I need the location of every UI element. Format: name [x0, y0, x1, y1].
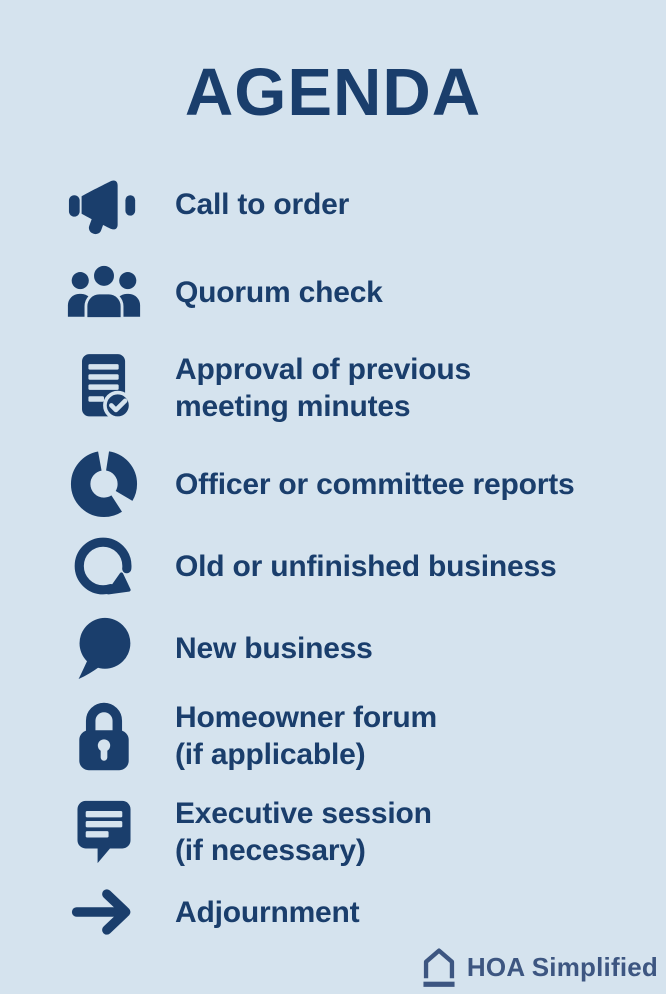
brand-logo [420, 946, 658, 988]
document-check-icon [66, 350, 142, 426]
agenda-item-old-business [0, 530, 666, 602]
agenda-item-label: Officer or committee reports [175, 467, 575, 501]
people-group-icon [66, 263, 142, 321]
arrow-right-icon [66, 887, 142, 937]
agenda-item-approval-minutes [0, 346, 666, 430]
refresh-arrow-icon [66, 533, 142, 599]
chat-message-icon [66, 794, 142, 870]
agenda-item-adjournment [0, 884, 666, 940]
agenda-item-call-to-order [0, 166, 666, 242]
agenda-item-label: Adjournment [175, 895, 360, 929]
agenda-item-executive-session [0, 790, 666, 874]
agenda-item-label: Old or unfinished business [175, 549, 557, 583]
agenda-item-label: Homeowner forum (if applicable) [175, 701, 438, 771]
house-icon [420, 946, 458, 988]
agenda-item-homeowner-forum [0, 694, 666, 778]
agenda-item-reports [0, 446, 666, 522]
agenda-item-label: Call to order [175, 187, 350, 221]
lock-icon [66, 698, 142, 774]
agenda-item-new-business [0, 612, 666, 684]
pie-chart-icon [66, 449, 142, 519]
agenda-item-label: New business [175, 631, 373, 665]
agenda-item-label: Approval of previous meeting minutes [175, 353, 472, 423]
speech-bubble-icon [66, 613, 142, 683]
agenda-item-label: Quorum check [175, 275, 383, 309]
page-title: AGENDA [184, 55, 482, 130]
agenda-item-label: Executive session (if necessary) [175, 797, 432, 867]
megaphone-icon [66, 168, 142, 240]
brand-name: HOA Simplified [466, 951, 658, 982]
agenda-item-quorum-check [0, 260, 666, 324]
